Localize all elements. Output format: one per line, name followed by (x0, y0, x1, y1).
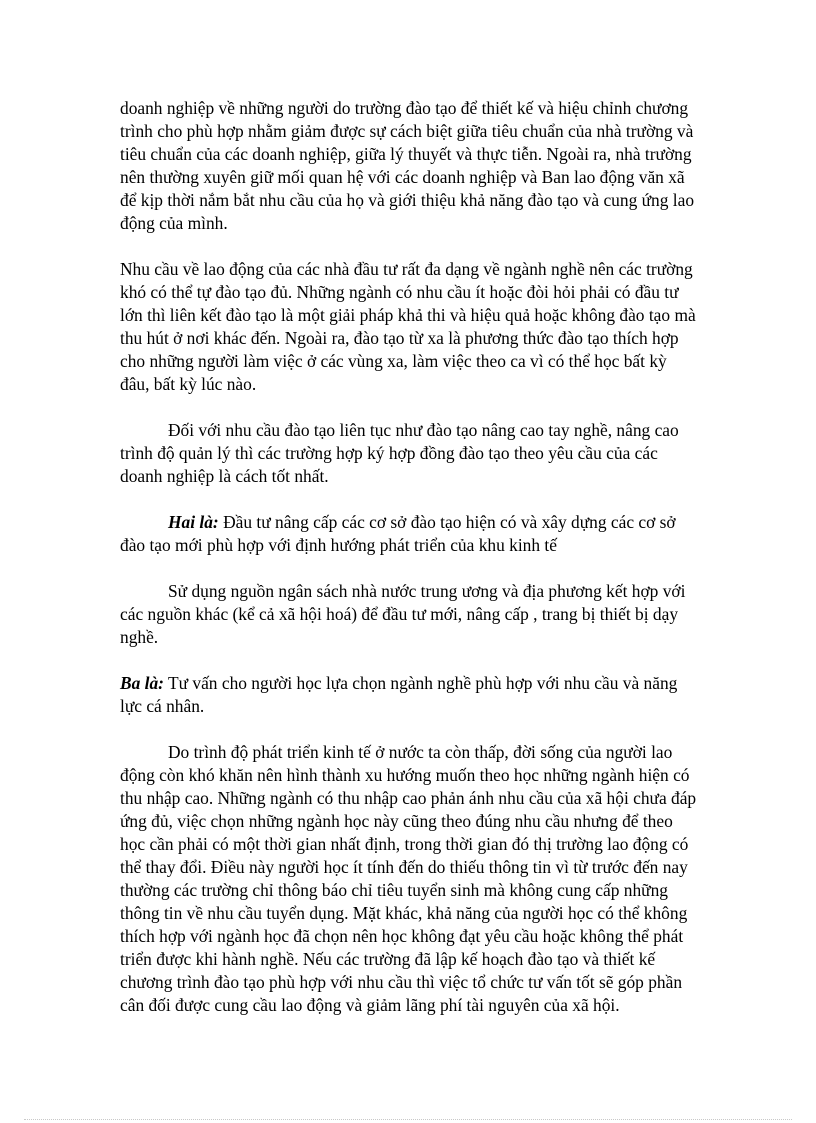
paragraph-text: Đối với nhu cầu đào tạo liên tục như đào tạo nâng cao tay nghề, nâng cao trình độ quản lý thì các trường hợp ký hợp đồng đào tạo theo yêu cầu của các doanh nghiệp là cách tốt nhất. (120, 420, 679, 486)
paragraph-5 (120, 580, 700, 649)
paragraph-text: Do trình độ phát triển kinh tế ở nước ta còn thấp, đời sống của người lao động còn khó khăn nên hình thành xu hướng muốn theo học những ngành hiện có thu nhập cao. Những ngành có thu nhập cao phản ánh nhu cầu của xã hội chưa đáp ứng đủ, việc chọn những ngành học này cũng theo đúng nhu cầu nhưng để theo học cần phải có một thời gian nhất định, trong thời gian đó thị trường lao động có thể thay đổi. Điều này người học ít tính đến do thiếu thông tin vì từ trước đến nay thường các trường chỉ thông báo chỉ tiêu tuyển sinh mà không cung cấp những thông tin về nhu cầu tuyển dụng. Mặt khác, khả năng của người học có thể không thích hợp với ngành học đã chọn nên học không đạt yêu cầu hoặc không thể phát triển được khi hành nghề. Nếu các trường đã lập kế hoạch đào tạo và thiết kế chương trình đào tạo phù hợp với nhu cầu thì việc tổ chức tư vấn tốt sẽ góp phần cân đối được cung cầu lao động và giảm lãng phí tài nguyên của xã hội. (120, 742, 697, 1015)
paragraph-text: Tư vấn cho người học lựa chọn ngành nghề phù hợp với nhu cầu và năng lực cá nhân. (120, 673, 678, 716)
paragraph-6-ba-la (120, 672, 700, 718)
paragraph-text: Sử dụng nguồn ngân sách nhà nước trung ương và địa phương kết hợp với các nguồn khác (kể cả xã hội hoá) để đầu tư mới, nâng cấp , trang bị thiết bị dạy nghề. (120, 581, 686, 647)
paragraph-text: Đầu tư nâng cấp các cơ sở đào tạo hiện có và xây dựng các cơ sở đào tạo mới phù hợp với định hướng phát triển của khu kinh tế (120, 512, 676, 555)
paragraph-7 (120, 741, 700, 1017)
paragraph-lead: Hai là: (168, 512, 219, 532)
paragraph-text: doanh nghiệp về những người do trường đào tạo để thiết kế và hiệu chỉnh chương trình cho phù hợp nhằm giảm được sự cách biệt giữa tiêu chuẩn của nhà trường và tiêu chuẩn của các doanh nghiệp, giữa lý thuyết và thực tiễn. Ngoài ra, nhà trường nên thường xuyên giữ mối quan hệ với các doanh nghiệp và Ban lao động văn xã để kịp thời nắm bắt nhu cầu của họ và giới thiệu khả năng đào tạo và cung ứng lao động của mình. (120, 98, 695, 233)
paragraph-text: Nhu cầu về lao động của các nhà đầu tư rất đa dạng về ngành nghề nên các trường khó có thể tự đào tạo đủ. Những ngành có nhu cầu ít hoặc đòi hỏi phải có đầu tư lớn thì liên kết đào tạo là một giải pháp khả thi và hiệu quả hoặc không đào tạo mà thu hút ở nơi khác đến. Ngoài ra, đào tạo từ xa là phương thức đào tạo thích hợp cho những người làm việc ở các vùng xa, làm việc theo ca vì có thể học bất kỳ đâu, bất kỳ lúc nào. (120, 259, 696, 394)
paragraph-lead: Ba là: (120, 673, 164, 693)
paragraph-4-hai-la (120, 511, 700, 557)
paragraph-3 (120, 419, 700, 488)
document-body (120, 97, 700, 1040)
paragraph-1 (120, 97, 700, 235)
page-bottom-divider (24, 1119, 792, 1120)
paragraph-2 (120, 258, 700, 396)
